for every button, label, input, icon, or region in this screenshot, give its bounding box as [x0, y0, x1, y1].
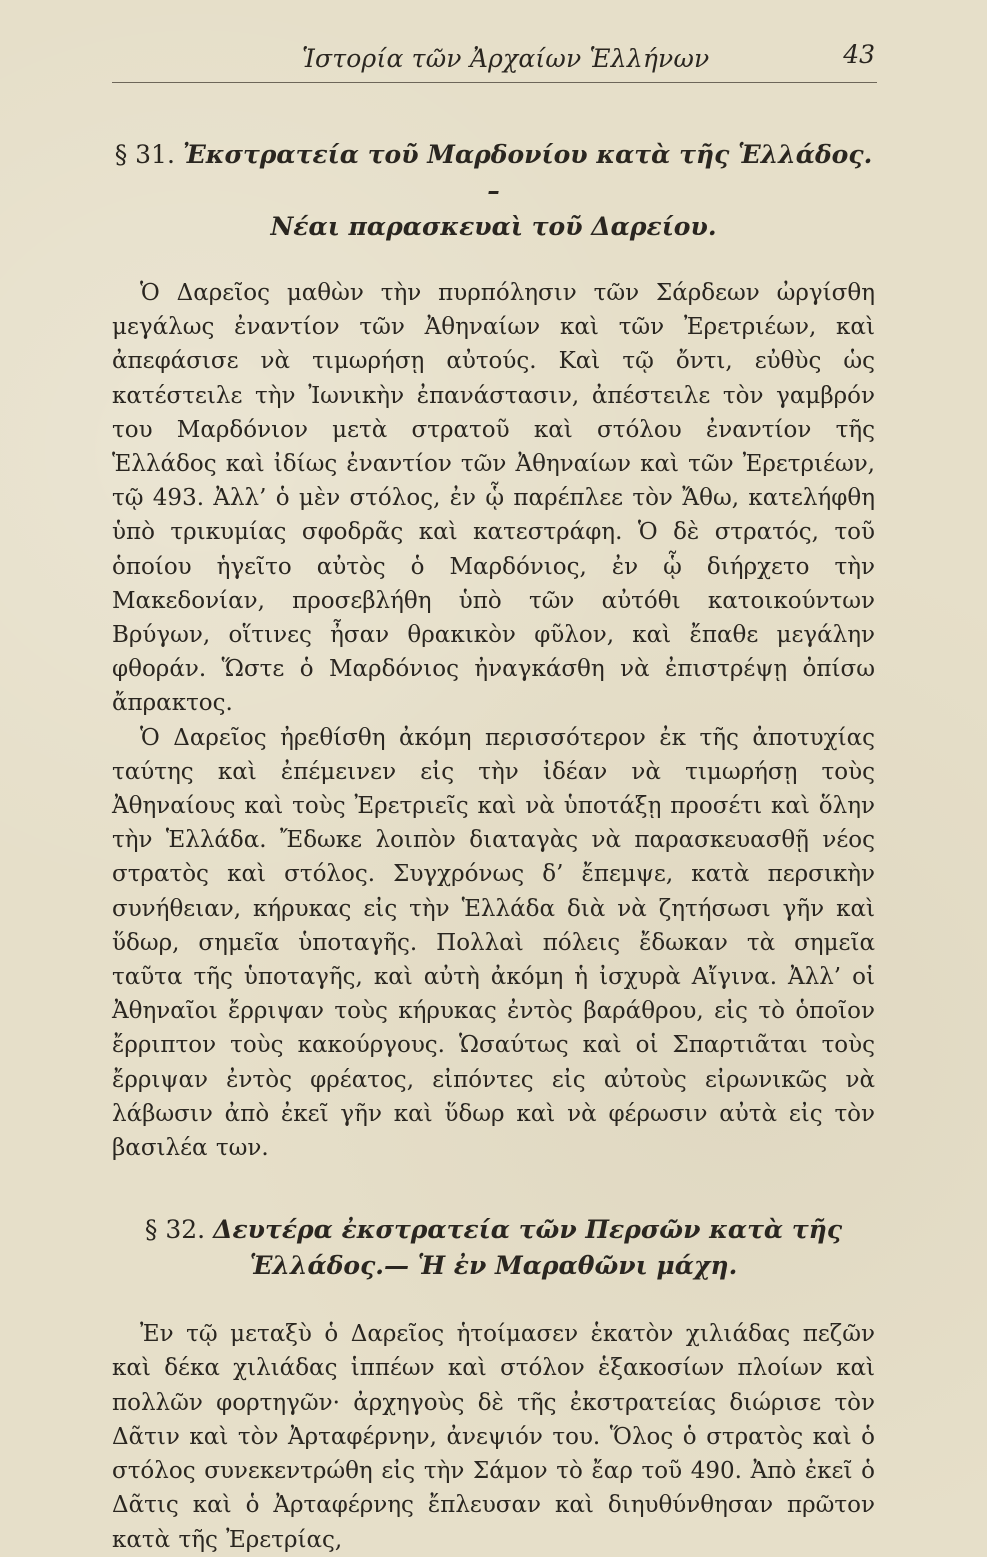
section-32-heading-block [112, 1212, 875, 1284]
section-number: 31. [135, 140, 175, 169]
section-number: 32. [165, 1215, 206, 1245]
paragraph-1: Ὁ Δαρεῖος μαθὼν τὴν πυρπόλησιν τῶν Σάρδεων ὠργίσθη μεγάλως ἐναντίον τῶν Ἀθηναίων καὶ τῶν Ἐρετριέων, καὶ ἀπεφάσισε νὰ τιμωρήσῃ αὐτούς. Καὶ τῷ ὄντι, εὐθὺς ὡς κατέστειλε τὴν Ἰωνικὴν ἐπανάστασιν, ἀπέστειλε τὸν γαμβρόν του Μαρδόνιον μετὰ στρατοῦ καὶ στόλου ἐναντίον τῆς Ἑλλάδος καὶ ἰδίως ἐναντίον τῶν Ἀθηναίων καὶ τῶν Ἐρετριέων, τῷ 493. Ἀλλ’ ὁ μὲν στόλος, ἐν ᾧ παρέπλεε τὸν Ἄθω, κατελήφθη ὑπὸ τρικυμίας σφοδρᾶς καὶ κατεστράφη. Ὁ δὲ στρατός, τοῦ ὁποίου ἡγεῖτο αὐτὸς ὁ Μαρδόνιος, ἐν ᾧ διήρχετο τὴν Μακεδονίαν, προσεβλήθη ὑπὸ τῶν αὐτόθι κατοικούντων Βρύγων, οἵτινες ἦσαν θρακικὸν φῦλον, καὶ ἔπαθε μεγάλην φθοράν. Ὥστε ὁ Μαρδόνιος ἠναγκάσθη νὰ ἐπιστρέψῃ ὀπίσω ἄπρακτος. [112, 280, 875, 717]
section-32-heading [112, 1212, 875, 1248]
paragraph-2: Ὁ Δαρεῖος ἠρεθίσθη ἀκόμη περισσότερον ἐκ τῆς ἀποτυχίας ταύτης καὶ ἐπέμεινεν εἰς τὴν ἰδέαν νὰ τιμωρήσῃ τοὺς Ἀθηναίους καὶ τοὺς Ἐρετριεῖς καὶ νὰ ὑποτάξῃ προσέτι καὶ ὅλην τὴν Ἑλλάδα. Ἔδωκε λοιπὸν διαταγὰς νὰ παρασκευασθῇ νέος στρατὸς καὶ στόλος. Συγχρόνως δ’ ἔπεμψε, κατὰ περσικὴν συνήθειαν, κήρυκας εἰς τὴν Ἑλλάδα διὰ νὰ ζητήσωσι γῆν καὶ ὕδωρ, σημεῖα ὑποταγῆς. Πολλαὶ πόλεις ἔδωκαν τὰ σημεῖα ταῦτα τῆς ὑποταγῆς, καὶ αὐτὴ ἀκόμη ἡ ἰσχυρὰ Αἴγινα. Ἀλλ’ οἱ Ἀθηναῖοι ἔρριψαν τοὺς κήρυκας ἐντὸς βαράθρου, εἰς τὸ ὁποῖον ἔρριπτον τοὺς κακούργους. Ὡσαύτως καὶ οἱ Σπαρτιᾶται τοὺς ἔρριψαν ἐντὸς φρέατος, εἰπόντες εἰς αὐτοὺς εἰρωνικῶς νὰ λάβωσιν ἀπὸ ἐκεῖ γῆν καὶ ὕδωρ καὶ νὰ φέρωσιν αὐτὰ εἰς τὸν βασιλέα των. [112, 724, 875, 1162]
section-title-line-2: Ἑλλάδος.— Ἡ ἐν Μαραθῶνι μάχη. [249, 1251, 738, 1281]
section-title-line-2: Νέαι παρασκευαὶ τοῦ Δαρείου. [270, 212, 717, 241]
section-32-heading-line-2 [112, 1248, 875, 1284]
paragraph-3: Ἐν τῷ μεταξὺ ὁ Δαρεῖος ἡτοίμασεν ἑκατὸν χιλιάδας πεζῶν καὶ δέκα χιλιάδας ἱππέων καὶ στόλον ἑξακοσίων πλοίων καὶ πολλῶν φορτηγῶν· ἀρχηγοὺς δὲ τῆς ἐκστρατείας διώρισε τὸν Δᾶτιν καὶ τὸν Ἀρταφέρνην, ἀνεψιόν του. Ὅλος ὁ στρατὸς καὶ ὁ στόλος συνεκεντρώθη εἰς τὴν Σάμον τὸ ἔαρ τοῦ 490. Ἀπὸ ἐκεῖ ὁ Δᾶτις καὶ ὁ Ἀρταφέρνης ἔπλευσαν καὶ διηυθύνθησαν πρῶτον κατὰ τῆς Ἐρετρίας, [112, 1321, 875, 1553]
section-title-line-1: Δευτέρα ἐκστρατεία τῶν Περσῶν κατὰ τῆς [213, 1215, 843, 1245]
section-31-heading-line-2 [112, 209, 875, 245]
section-31-heading [112, 137, 875, 209]
page-number: 43 [843, 40, 875, 69]
page-header [112, 42, 877, 83]
section-sign: § [114, 140, 128, 169]
section-title-line-1: Ἐκστρατεία τοῦ Μαρδονίου κατὰ τῆς Ἑλλάδος. – [182, 140, 873, 205]
section-sign: § [144, 1215, 158, 1245]
running-title: Ἱστορία τῶν Ἀρχαίων Ἑλλήνων [302, 44, 710, 73]
